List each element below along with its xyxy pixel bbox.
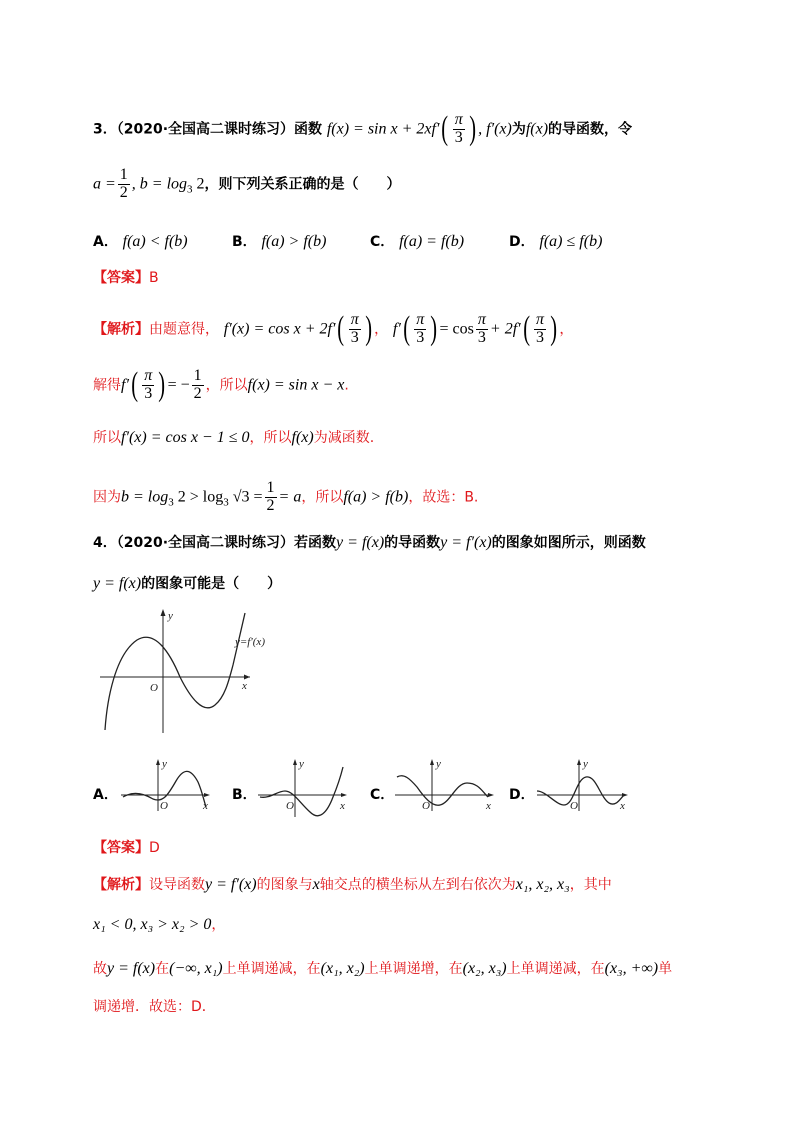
- derivative-expr: f′(x) = cos x + 2f′: [223, 320, 336, 338]
- q3-analysis-line4: 因为$b = \log_3 2 > \log_3 √3$ = $\frac{1}{2}$ = a，所以f(a) > f(b)，故选：B.: [93, 479, 479, 514]
- svg-text:O: O: [286, 800, 294, 812]
- analysis-text: 所以: [93, 430, 121, 446]
- curve-label: y=f′(x): [235, 636, 265, 648]
- answer-tag: 【答案】: [93, 270, 149, 286]
- q4-answer: [93, 840, 160, 855]
- q3-analysis-line1: 【解析】由题意得， f′(x) = cos x + 2f′( $\frac{\pi}{3}$ ) ， f′( $\frac{\pi}{3}$ ) = cos $\frac{\pi}{3}$ + 2f′( $\frac{\pi}{3}$ ) ，: [93, 310, 574, 348]
- q3-fx: f(x): [525, 120, 549, 138]
- option-d-graph[interactable]: [534, 757, 634, 813]
- analysis-text: 上单调递减，在: [222, 961, 321, 977]
- option-a-graph[interactable]: [118, 757, 218, 813]
- fpx-expr: y = f′(x): [205, 876, 257, 893]
- y-axis-arrow: [161, 609, 166, 616]
- svg-text:y: y: [436, 758, 441, 770]
- q3-analysis-line3: [93, 430, 374, 446]
- analysis-text: 解得: [93, 377, 121, 394]
- fx-expr: f(x): [291, 429, 314, 446]
- analysis-text: 调递增．故选：D．: [93, 999, 216, 1015]
- q3-analysis-line2: 解得f′( $\frac{\pi}{3}$ ) = − $\frac{1}{2}$ ，所以f(x) = sin x − x.: [93, 366, 349, 404]
- q4-fx: y = f(x): [93, 575, 142, 592]
- q3-function-def: f(x) = sin x + 2xf′: [326, 120, 440, 138]
- svg-text:y: y: [583, 758, 588, 770]
- analysis-tag: 【解析】: [93, 877, 149, 893]
- q3-b-arg: 2: [192, 175, 205, 193]
- right-paren: ): [469, 110, 476, 148]
- fx-expr: y = f(x): [107, 960, 156, 977]
- interval: (x₃, +∞): [604, 960, 659, 977]
- answer-tag: 【答案】: [93, 840, 149, 856]
- analysis-text: 为减函数.: [313, 430, 375, 446]
- q3-derivative: , f′(x): [478, 120, 512, 138]
- q3-option-a[interactable]: A． f(a) < f(b): [93, 233, 188, 250]
- svg-text:x: x: [340, 800, 345, 812]
- q4-fpx: y = f′(x): [440, 534, 492, 551]
- analysis-text: 故: [93, 961, 107, 977]
- svg-text:y: y: [299, 758, 304, 770]
- derivative-expr: f′: [121, 376, 129, 394]
- q4-question: 的图象可能是（ ）: [141, 576, 282, 592]
- interval: (x₁, x₂): [320, 960, 365, 977]
- q4-analysis-line4: [93, 999, 216, 1014]
- interval: (x₂, x₃): [462, 960, 507, 977]
- q4-stem-line2: [93, 576, 281, 592]
- equals-a: = a: [278, 488, 302, 506]
- svg-text:x: x: [203, 800, 208, 812]
- log-expr: b = log: [121, 488, 169, 506]
- log-expr: √3 =: [228, 488, 263, 506]
- q4-analysis-line3: [93, 961, 672, 977]
- y-axis-label: y: [168, 610, 173, 622]
- q3-option-d[interactable]: D． f(a) ≤ f(b): [509, 233, 603, 250]
- q4-fx: y = f(x): [336, 534, 385, 551]
- derivative-expr: f′: [392, 320, 401, 338]
- pi-over-3: $\frac{\pi}{3}$: [454, 111, 463, 146]
- q3-option-c[interactable]: C． f(a) = f(b): [370, 233, 465, 250]
- q3-stem-line1: [93, 112, 632, 147]
- sep: ，: [374, 321, 389, 338]
- equals-expr: = −: [167, 376, 190, 394]
- svg-text:O: O: [422, 800, 430, 812]
- cos-expr: = cos: [439, 320, 474, 338]
- compare-expr: f(a) > f(b): [343, 488, 409, 506]
- log-base: 3: [187, 183, 193, 196]
- svg-text:O: O: [570, 800, 578, 812]
- option-b-graph[interactable]: [255, 757, 355, 823]
- q4-stem-text: 的图象如图所示，则函数: [491, 535, 646, 551]
- q4-stem-text: 的导函数: [384, 535, 441, 551]
- sep: ，: [559, 321, 574, 338]
- q3-stem-text: 为: [511, 121, 526, 138]
- q3-source: （2020·全国高二课时练习）: [116, 121, 295, 138]
- analysis-text: 上单调递增，在: [364, 961, 463, 977]
- interval: (−∞, x₁): [169, 960, 223, 977]
- analysis-text: 的图象与: [256, 877, 313, 893]
- q4-stem-text: 若函数: [294, 535, 337, 551]
- analysis-text: .: [344, 377, 349, 394]
- log-expr: 2 > log: [173, 488, 224, 506]
- q4-source: （2020·全国高二课时练习）: [116, 535, 295, 551]
- q3-b-def: , b = log: [131, 175, 188, 193]
- q4-number: 4．: [93, 535, 117, 551]
- roots-expr: x₁, x₂, x₃: [515, 876, 570, 893]
- roots-order: x₁ < 0, x₃ > x₂ > 0: [93, 916, 212, 933]
- q3-stem-text: 的导函数，令: [548, 121, 633, 138]
- analysis-text: ，所以: [301, 489, 344, 506]
- q3-stem-text: 函数: [294, 121, 323, 138]
- q3-question: ，则下列关系正确的是（ ）: [204, 176, 401, 193]
- option-c-graph[interactable]: [392, 757, 502, 813]
- derivative-graph: [95, 605, 295, 735]
- analysis-text: 在: [155, 961, 170, 977]
- q4-option-c[interactable]: C．: [370, 787, 395, 803]
- svg-text:O: O: [160, 800, 168, 812]
- q4-analysis-line1: [93, 877, 612, 893]
- q4-option-d[interactable]: D．: [509, 787, 535, 803]
- q4-analysis-line2: [93, 917, 225, 933]
- origin-label: O: [150, 682, 158, 694]
- q3-option-b[interactable]: B． f(a) > f(b): [232, 233, 327, 250]
- derivative-curve: [105, 613, 245, 730]
- svg-text:y: y: [162, 758, 167, 770]
- analysis-text: ，所以: [205, 377, 248, 394]
- analysis-text: 上单调递减，在: [506, 961, 605, 977]
- x-axis-label: x: [242, 680, 247, 692]
- fx-expr: f(x) = sin x − x: [247, 376, 345, 394]
- analysis-text: 设导函数: [149, 877, 205, 893]
- svg-text:x: x: [620, 800, 625, 812]
- answer-value: B: [149, 270, 159, 286]
- analysis-text: 由题意得，: [149, 321, 219, 338]
- q4-option-a[interactable]: A．: [93, 787, 118, 803]
- x-axis-arrow: [244, 675, 250, 680]
- q4-option-b[interactable]: B．: [232, 787, 257, 803]
- q3-stem-line2: [93, 167, 401, 202]
- analysis-text: 轴交点的横坐标从左到右依次为: [319, 877, 516, 893]
- analysis-text: ，故选：B.: [408, 489, 479, 506]
- analysis-text: 单: [658, 961, 673, 977]
- q3-answer: [93, 270, 159, 285]
- analysis-text: ，所以: [249, 430, 292, 446]
- analysis-tag: 【解析】: [93, 321, 149, 338]
- x-var: x: [312, 876, 320, 893]
- q3-number: 3．: [93, 121, 117, 138]
- q3-a-def: a =: [93, 175, 116, 193]
- one-half: $\frac{1}{2}$: [119, 166, 128, 201]
- svg-text:x: x: [486, 800, 491, 812]
- derivative-expr: f′(x) = cos x − 1 ≤ 0: [121, 429, 250, 446]
- left-paren: (: [441, 110, 449, 148]
- derivative-expr: + 2f′: [489, 320, 521, 338]
- q4-stem-line1: [93, 535, 646, 551]
- analysis-text: ，: [211, 917, 226, 933]
- analysis-text: 因为: [93, 489, 121, 506]
- analysis-text: ，其中: [569, 877, 612, 893]
- answer-value: D: [149, 840, 160, 856]
